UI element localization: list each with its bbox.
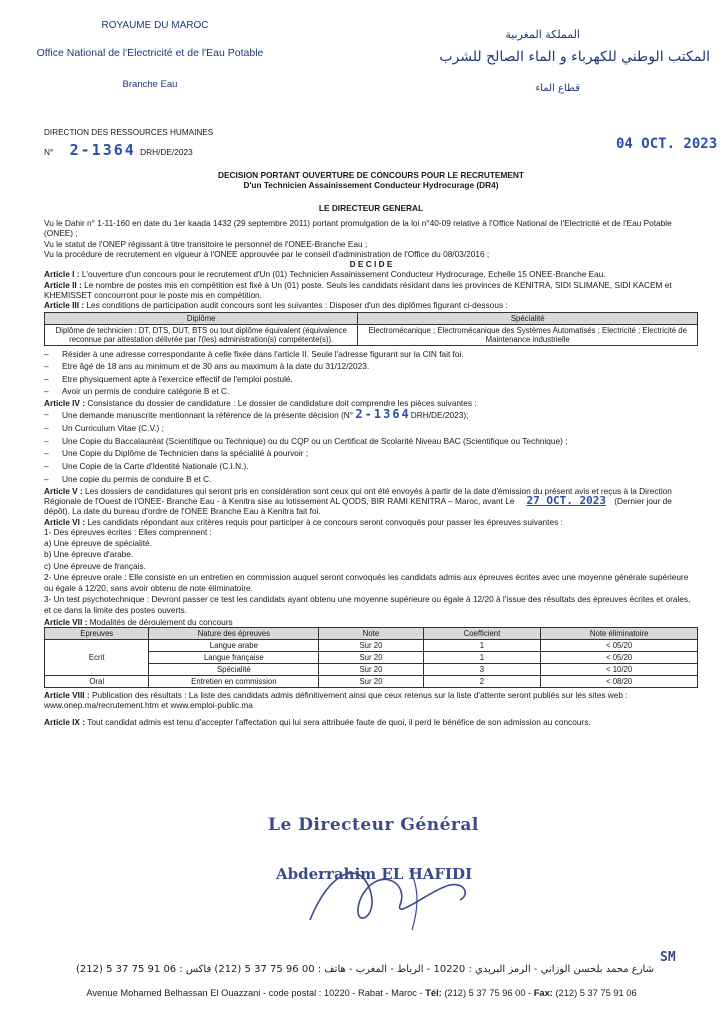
epreuve-line: 2- Une épreuve orale : Elle consiste en un entretien en commission auquel seront convoqués les candidats admis aux épreuves écrites avec une moyenne générale supérieure ou égale à 12/20, sans avoir obtenu de note éliminatoire. — [44, 571, 689, 593]
director-heading: LE DIRECTEUR GENERAL — [318, 202, 424, 213]
branch-fr: Branche Eau — [122, 79, 178, 90]
exam-cell: 3 — [423, 663, 541, 675]
footer-address: Avenue Mohamed Belhassan El Ouazzani - code postal : 10220 - Rabat - Maroc - — [86, 988, 426, 998]
branch-ar: قطاع الماء — [535, 83, 580, 94]
direction-label: DIRECTION DES RESSOURCES HUMAINES — [44, 128, 214, 137]
exam-cell: < 05/20 — [541, 639, 698, 651]
header-left — [0, 20, 300, 90]
list-item: – Etre âgé de 18 ans au minimum et de 30 ans au maximum à la date du 31/12/2023. — [44, 360, 698, 373]
ref-suffix: DRH/DE/2023 — [140, 147, 193, 157]
exam-table-header — [45, 627, 698, 639]
conditions-list — [44, 348, 698, 398]
ref-line — [44, 141, 193, 159]
list-item: – Etre physiquement apte à l'exercice effectif de l'emploi postulé. — [44, 373, 698, 386]
list-item: – Une copie du permis de conduire B et C. — [44, 473, 698, 486]
preamble-1: Vu le Dahir n° 1-11-160 en date du 1er kaada 1432 (29 septembre 2011) portant promulgation de la loi n°40-09 relative à l'Office National de l'Electricité et de l'Eau Potable (ONEE) ; — [44, 218, 672, 239]
exam-cell: < 08/20 — [541, 675, 698, 687]
ref-number-label: N° — [44, 147, 54, 157]
handwritten-signature — [300, 850, 490, 940]
kingdom-ar: المملكة المغربية — [505, 28, 580, 41]
article-7 — [44, 617, 698, 627]
table-row — [45, 675, 698, 687]
epreuve-line: c) Une épreuve de français. — [44, 560, 146, 571]
exam-header: Nature des épreuves — [149, 627, 319, 639]
exam-cell: Langue arabe — [149, 639, 319, 651]
exam-cell: Entretien en commission — [149, 675, 319, 687]
dossier-ref-handwritten: 2-1364 — [355, 406, 411, 421]
exam-header: Epreuves — [45, 627, 149, 639]
diploma-header-specialite: Spécialité — [358, 312, 698, 324]
article-6-label: Article VI : — [44, 516, 86, 527]
article-1-label: Article I : — [44, 269, 80, 280]
footer-fax-label: Fax: — [533, 988, 553, 998]
article-1-text: L'ouverture d'un concours pour le recrutement d'Un (01) Technicien Assainissement Conducteur Hydrocurage, Echelle 15 ONEE-Branche Eau. — [79, 269, 606, 280]
diploma-table-header — [45, 312, 698, 324]
article-9-text: Tout candidat admis est tenu d'accepter l'affectation qui lui sera attribuée faute de quoi, il perd le bénéfice de son admission au concours. — [85, 717, 591, 728]
article-5-label: Article V : — [44, 485, 83, 496]
article-3 — [44, 300, 698, 310]
list-item: – Avoir un permis de conduire catégorie B et C. — [44, 385, 698, 398]
article-2-label: Article II : — [44, 279, 82, 290]
list-item: – Une Copie du Baccalauréat (Scientifique ou Technique) ou du CQP ou un Certificat de Scolarité Niveau BAC (Scientifique ou Technique) ; — [44, 435, 698, 448]
article-6 — [44, 517, 698, 527]
article-1 — [44, 269, 698, 279]
epreuve-line: 1- Des épreuves écrites : Elles comprennent : — [44, 526, 212, 537]
exam-table — [44, 627, 698, 688]
footer-tel-label: Tél: — [425, 988, 442, 998]
article-6-text: Les candidats répondant aux critères requis pour participer à ce concours seront convoqués pour passer les épreuves suivantes : — [85, 516, 563, 527]
header-right — [420, 28, 710, 94]
article-5-after: (Dernier jour de dépôt). La date du bureau d'ordre de l'ONEE Branche Eau à Kenitra fait foi. — [44, 496, 672, 517]
article-7-text: Modalités de déroulement du concours — [87, 616, 233, 627]
exam-cell: Langue française — [149, 651, 319, 663]
exam-cell: Ecrit — [45, 639, 149, 675]
article-9 — [44, 717, 698, 727]
epreuve-line: b) Une épreuve d'arabe. — [44, 549, 134, 560]
signature-name: Abderrahim EL HAFIDI — [276, 865, 473, 883]
exam-cell: < 10/20 — [541, 663, 698, 675]
exam-cell: Sur 20 — [319, 675, 423, 687]
footer-fax: (212) 5 37 75 91 06 — [552, 988, 637, 998]
article-9-label: Article IX : — [44, 717, 86, 728]
deadline-handwritten: 27 OCT. 2023 — [526, 494, 606, 508]
diploma-table — [44, 312, 698, 346]
exam-cell: Oral — [45, 675, 149, 687]
specialite-cell: Electromécanique ; Electromécanique des Systèmes Automatisés ; Electricité ; Electricité de Maintenance industrielle — [358, 324, 698, 345]
deadline-le: Le — [505, 496, 515, 507]
article-8-text: Publication des résultats : La liste des candidats admis définitivement ainsi que ceux retenus sur la liste d'attente seront publiés sur les sites web : www.onep.ma/recrutement.htm et www.emploi-public.ma — [44, 689, 628, 711]
table-row — [45, 639, 698, 651]
article-3-label: Article III : — [44, 300, 85, 311]
exam-cell: Spécialité — [149, 663, 319, 675]
exam-cell: 1 — [423, 639, 541, 651]
article-2-text: Le nombre de postes mis en compétition est fixé à Un (01) poste. Seuls les candidats résidant dans les provinces de KENITRA, SIDI SLIMANE, SIDI KACEM et KHEMISSET concourront pour le poste mis en compétition. — [44, 279, 672, 301]
decide-heading: D E C I D E — [349, 259, 393, 270]
epreuve-line: a) Une épreuve de spécialité. — [44, 538, 152, 549]
kingdom-fr: ROYAUME DU MAROC — [101, 20, 209, 31]
footer-tel: (212) 5 37 75 96 00 - — [441, 988, 534, 998]
title-block — [44, 170, 698, 213]
footer-arabic: شارع محمد بلحسن الوزاني - الرمز البريدي : 10220 - الرباط - المغرب - هاتف : 00 96 75 37 5 (212) فاكس : 06 91 75 37 5 (212) — [76, 964, 654, 975]
list-item — [44, 408, 698, 422]
epreuve-line: 3- Un test psychotechnique : Devront passer ce test les candidats ayant obtenu une moyenne supérieure ou égale à 12/20 à l'issue des résultats des épreuves écrites et orales, et ce dans la limite des postes ouverts. — [44, 594, 691, 616]
article-3-text: Les conditions de participation audit concours sont les suivantes : Disposer d'un des diplômes figurant ci-dessous : — [84, 300, 508, 311]
initials: SM — [660, 950, 676, 965]
exam-cell: Sur 20 — [319, 651, 423, 663]
exam-cell: 2 — [423, 675, 541, 687]
dossier-item-text: Une demande manuscrite mentionnant la référence de la présente décision (N° — [62, 409, 354, 420]
office-fr: Office National de l'Electricité et de l'Eau Potable — [36, 47, 264, 59]
document-body — [44, 218, 698, 728]
article-7-label: Article VII : — [44, 616, 88, 627]
dossier-ref-suffix: DRH/DE/2023); — [410, 409, 469, 420]
exam-header: Coefficient — [423, 627, 541, 639]
ref-number-handwritten: 2-1364 — [69, 141, 136, 159]
exam-header: Note éliminatoire — [541, 627, 698, 639]
article-8-label: Article VIII : — [44, 689, 90, 700]
title-line1: DECISION PORTANT OUVERTURE DE CONCOURS POUR LE RECRUTEMENT — [218, 170, 524, 180]
diploma-header-diplome: Diplôme — [45, 312, 358, 324]
list-item: – Résider à une adresse correspondante à celle fixée dans l'article II. Seule l'adresse figurant sur la CIN fait foi. — [44, 348, 698, 361]
diploma-cell: Diplôme de technicien : DT, DTS, DUT, BTS ou tout diplôme équivalent (équivalence reconnue par attestation délivrée par l'(les) administration(s) compétente(s)). — [45, 324, 358, 345]
list-item: – Une Copie de la Carte d'Identité Nationale (C.I.N.). — [44, 460, 698, 473]
exam-cell: 1 — [423, 651, 541, 663]
article-5 — [44, 486, 698, 517]
office-ar: المكتب الوطني للكهرباء و الماء الصالح للشرب — [439, 49, 710, 65]
date-stamp: 04 OCT. 2023 — [616, 136, 718, 152]
signature-title: Le Directeur Général — [268, 815, 479, 835]
exam-cell: Sur 20 — [319, 639, 423, 651]
table-row — [45, 324, 698, 345]
article-4-label: Article IV : — [44, 397, 86, 408]
exam-header: Note — [319, 627, 423, 639]
exam-cell: < 05/20 — [541, 651, 698, 663]
dossier-list — [44, 408, 698, 486]
article-4-text: Consistance du dossier de candidature : Le dossier de candidature doit comprendre les pièces suivantes : — [85, 397, 477, 408]
preamble-3: Vu la procédure de recrutement en vigueur à l'ONEE approuvée par le conseil d'administration de l'Office du 08/03/2016 ; — [44, 248, 490, 259]
list-item: – Une Copie du Diplôme de Technicien dans la spécialité à pourvoir ; — [44, 447, 698, 460]
article-5-text: Les dossiers de candidatures qui seront pris en considération sont ceux qui ont été envoyés à partir de la date d'émission du présent avis et reçus à la Direction Régionale de l'Ouest de l'ONEE- Branche Eau - à Kenitra sise au lotissement AL QODS, BIR RAMI KENITRA – Maroc, avant — [44, 485, 672, 507]
preamble-2: Vu le statut de l'ONEP régissant à titre transitoire le personnel de l'ONEE-Branche Eau ; — [44, 238, 368, 249]
article-8 — [44, 690, 698, 711]
list-item: – Un Curriculum Vitae (C.V.) ; — [44, 422, 698, 435]
title-line2: D'un Technicien Assainissement Conducteur Hydrocurage (DR4) — [243, 180, 499, 191]
article-2 — [44, 280, 698, 301]
epreuves-block — [44, 527, 698, 617]
footer-french — [20, 988, 703, 998]
exam-cell: Sur 20 — [319, 663, 423, 675]
